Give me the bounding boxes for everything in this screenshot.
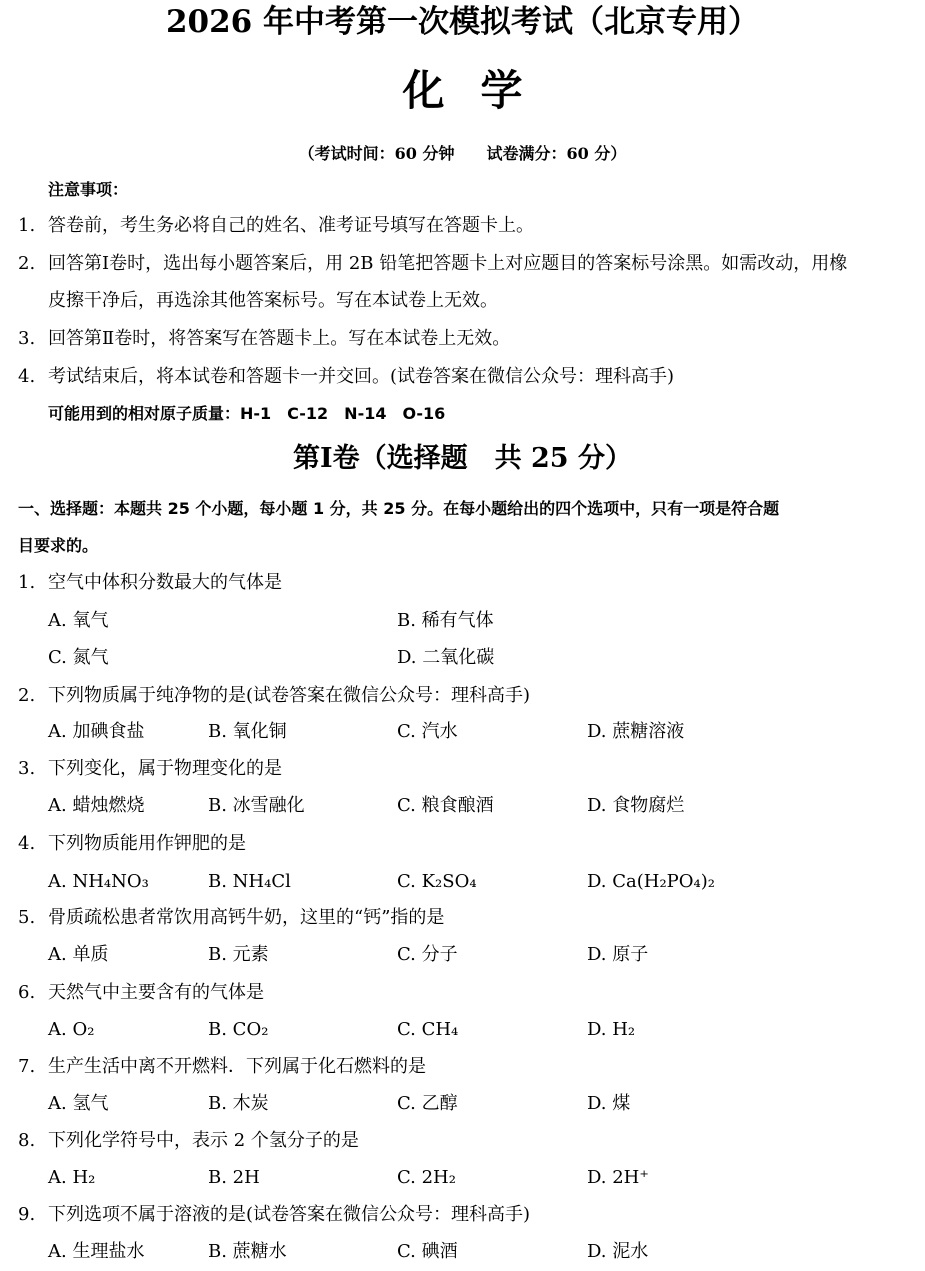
option-c: C. 氮气 [48,647,109,668]
question-stem: 下列物质能用作钾肥的是 [48,833,246,854]
question [18,570,282,596]
notice-item [18,326,511,352]
option-b: B. 蔗糖水 [208,1241,287,1262]
option-c: C. 碘酒 [397,1241,458,1262]
question-stem: 下列化学符号中，表示 2 个氢分子的是 [48,1130,359,1151]
question-number: 3. [18,758,36,779]
option-b: B. 2H [208,1167,260,1188]
question [18,1054,426,1080]
option-d: D. H₂ [587,1019,636,1040]
question [18,980,264,1006]
option-b: B. NH₄Cl [208,871,291,892]
option-d: D. 食物腐烂 [587,795,685,816]
exam-info: （考试时间：60 分钟 试卷满分：60 分） [298,144,627,163]
notice-heading: 注意事项： [48,180,129,199]
option-d: D. 2H⁺ [587,1167,649,1188]
exam-title: 2026 年中考第一次模拟考试（北京专用） [165,4,760,40]
notice-item-number: 3. [18,328,36,349]
question [18,756,282,782]
option-a: A. 氧气 [48,610,109,631]
notice-item-number: 2. [18,253,36,274]
option-a: A. 加碘食盐 [48,721,145,742]
option-b: B. 氧化铜 [208,721,287,742]
option-b: B. CO₂ [208,1019,269,1040]
option-a: A. O₂ [48,1019,95,1040]
option-b: B. 稀有气体 [397,610,494,631]
option-a: A. 氢气 [48,1093,109,1114]
question-number: 5. [18,907,36,928]
option-c: C. CH₄ [397,1019,459,1040]
option-b: B. 冰雪融化 [208,795,305,816]
question-number: 9. [18,1204,36,1225]
option-a: A. NH₄NO₃ [48,871,149,892]
option-d: D. 二氧化碳 [397,647,495,668]
question [18,1128,359,1154]
question-stem: 生产生活中离不开燃料．下列属于化石燃料的是 [48,1056,426,1077]
notice-item-number: 1. [18,215,36,236]
option-a: A. 单质 [48,944,109,965]
question-number: 1. [18,572,36,593]
option-c: C. 汽水 [397,721,458,742]
question-number: 8. [18,1130,36,1151]
question [18,683,531,709]
option-b: B. 元素 [208,944,269,965]
part-instructions: 一、选择题：本题共 25 个小题，每小题 1 分，共 25 分。在每小题给出的四个选项中，只有一项是符合题 [18,499,780,518]
option-c: C. 2H₂ [397,1167,456,1188]
option-c: C. 粮食酿酒 [397,795,494,816]
atomic-mass-line: 可能用到的相对原子质量：H-1 C-12 N-14 O-16 [48,404,446,423]
section-title: 第Ⅰ卷（选择题 共 25 分） [292,443,632,474]
option-d: D. 煤 [587,1093,631,1114]
notice-item-text: 考试结束后，将本试卷和答题卡一并交回。(试卷答案在微信公众号：理科高手) [48,366,675,387]
subject-title: 化学 [402,66,559,115]
notice-item [18,251,848,277]
option-d: D. Ca(H₂PO₄)₂ [587,871,715,892]
question-number: 4. [18,833,36,854]
option-c: C. 分子 [397,944,458,965]
notice-item-text: 答卷前，考生务必将自己的姓名、准考证号填写在答题卡上。 [48,215,534,236]
question-stem: 下列选项不属于溶液的是(试卷答案在微信公众号：理科高手) [48,1204,531,1225]
option-a: A. 生理盐水 [48,1241,145,1262]
question-stem: 空气中体积分数最大的气体是 [48,572,282,593]
option-c: C. 乙醇 [397,1093,458,1114]
question [18,831,246,857]
notice-item-continued: 皮擦干净后，再选涂其他答案标号。写在本试卷上无效。 [48,290,498,311]
option-a: A. 蜡烛燃烧 [48,795,145,816]
option-a: A. H₂ [48,1167,96,1188]
notice-item [18,213,534,239]
question-stem: 骨质疏松患者常饮用高钙牛奶，这里的“钙”指的是 [48,907,445,928]
notice-item-text: 回答第Ⅰ卷时，选出每小题答案后，用 2B 铅笔把答题卡上对应题目的答案标号涂黑。如需改动，用橡 [48,253,848,274]
question [18,1202,531,1228]
question-number: 6. [18,982,36,1003]
question-stem: 下列物质属于纯净物的是(试卷答案在微信公众号：理科高手) [48,685,531,706]
option-d: D. 原子 [587,944,649,965]
question-number: 2. [18,685,36,706]
question-stem: 天然气中主要含有的气体是 [48,982,264,1003]
notice-item [18,364,675,390]
option-b: B. 木炭 [208,1093,269,1114]
notice-item-number: 4. [18,366,36,387]
question-stem: 下列变化，属于物理变化的是 [48,758,282,779]
question-number: 7. [18,1056,36,1077]
option-d: D. 蔗糖溶液 [587,721,685,742]
notice-item-text: 回答第Ⅱ卷时，将答案写在答题卡上。写在本试卷上无效。 [48,328,511,349]
option-c: C. K₂SO₄ [397,871,477,892]
part-instructions-continued: 目要求的。 [18,536,99,555]
question [18,905,445,931]
option-d: D. 泥水 [587,1241,649,1262]
